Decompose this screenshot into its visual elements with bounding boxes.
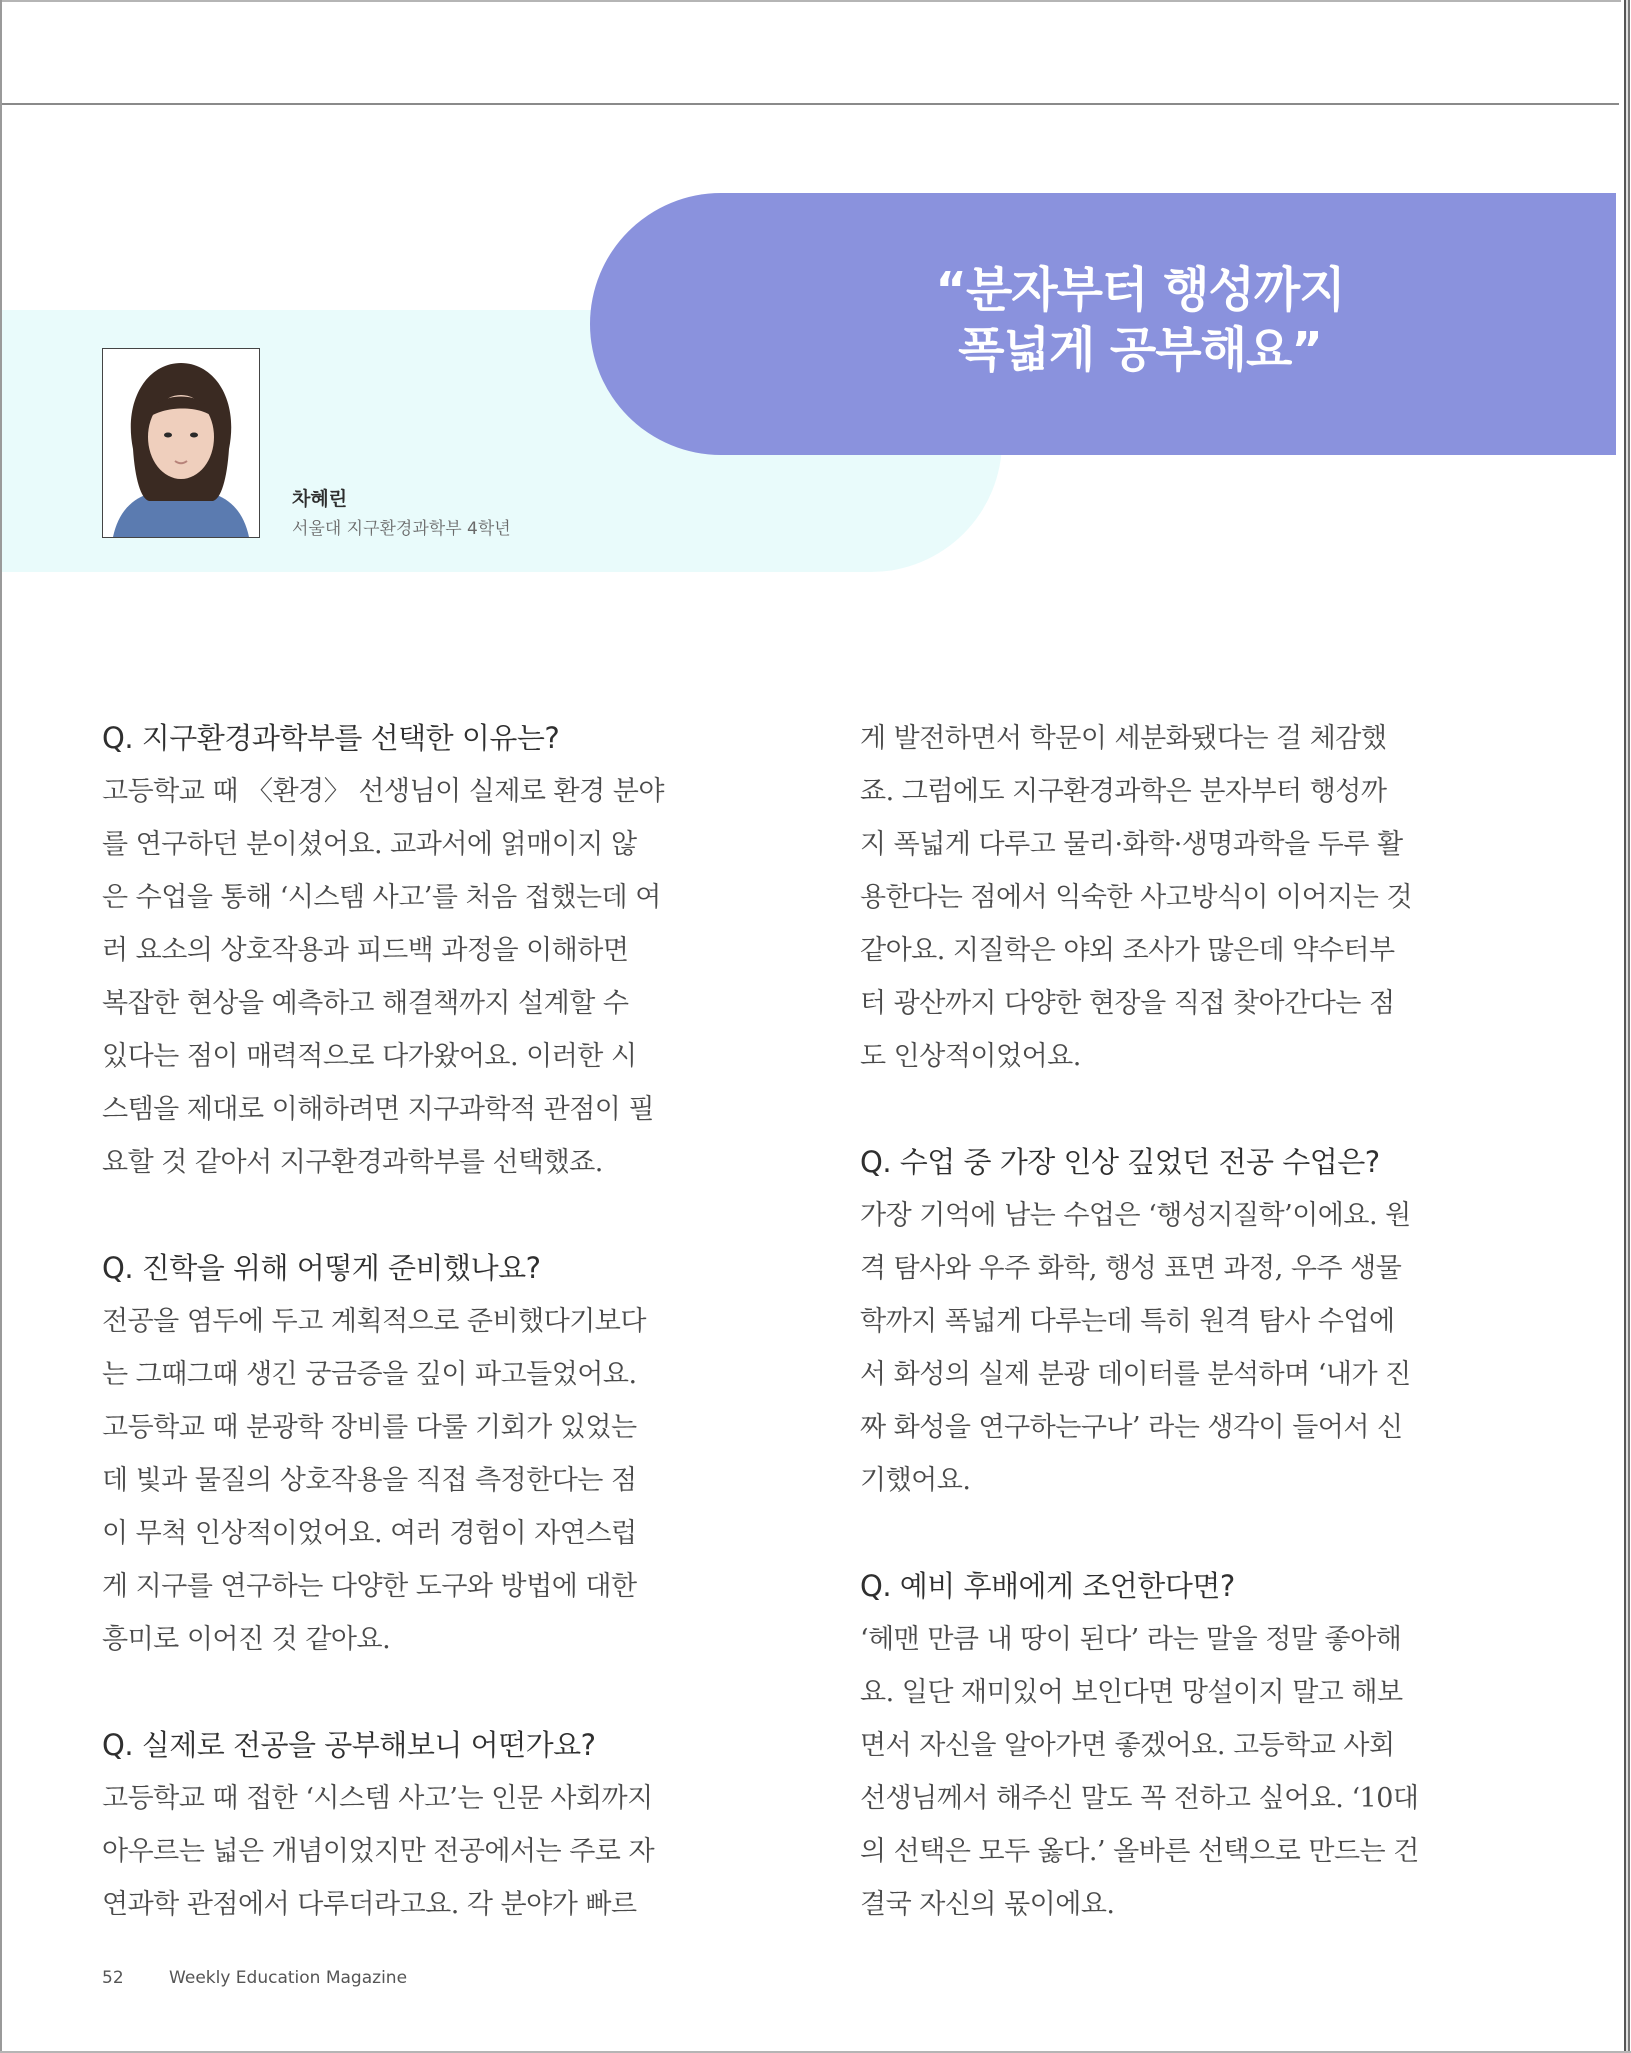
answer-line: 러 요소의 상호작용과 피드백 과정을 이해하면: [102, 935, 629, 966]
answer-line: 전공을 염두에 두고 계획적으로 준비했다기보다: [102, 1306, 646, 1337]
page-border-top: [0, 0, 1631, 2]
answer-line: 학까지 폭넓게 다루는데 특히 원격 탐사 수업에: [860, 1306, 1395, 1337]
qa-block: [102, 712, 682, 1189]
answer-line: 게 발전하면서 학문이 세분화됐다는 걸 체감했: [860, 723, 1387, 754]
headline-quote: [820, 260, 1460, 380]
answer-line: 격 탐사와 우주 화학, 행성 표면 과정, 우주 생물: [860, 1253, 1402, 1284]
answer-line: 용한다는 점에서 익숙한 사고방식이 이어지는 것: [860, 882, 1413, 913]
page-border-right: [1621, 0, 1631, 2053]
right-column: [860, 712, 1440, 1984]
question-heading: Q. 진학을 위해 어떻게 준비했나요?: [102, 1251, 541, 1285]
magazine-name: Weekly Education Magazine: [169, 1968, 408, 1988]
headline-line-1: “분자부터 행성까지: [935, 262, 1345, 318]
answer-line: 결국 자신의 몫이에요.: [860, 1889, 1115, 1920]
question-heading: Q. 지구환경과학부를 선택한 이유는?: [102, 721, 560, 755]
answer-line: 복잡한 현상을 예측하고 해결책까지 설계할 수: [102, 988, 629, 1019]
answer-line: 있다는 점이 매력적으로 다가왔어요. 이러한 시: [102, 1041, 637, 1072]
answer-line: 흥미로 이어진 것 같아요.: [102, 1624, 391, 1655]
answer-line: 이 무척 인상적이었어요. 여러 경험이 자연스럽: [102, 1518, 637, 1549]
question-heading: Q. 예비 후배에게 조언한다면?: [860, 1569, 1235, 1603]
headline-line-2: 폭넓게 공부해요”: [958, 322, 1322, 378]
answer-line: 면서 자신을 알아가면 좋겠어요. 고등학교 사회: [860, 1730, 1395, 1761]
page-footer: [102, 1968, 407, 1988]
question-heading: Q. 실제로 전공을 공부해보니 어떤가요?: [102, 1728, 596, 1762]
page-number: 52: [102, 1968, 124, 1988]
profile-affiliation: 서울대 지구환경과학부 4학년: [292, 519, 511, 539]
answer-line: 은 수업을 통해 ‘시스템 사고’를 처음 접했는데 여: [102, 882, 661, 913]
answer-line: 가장 기억에 남는 수업은 ‘행성지질학’이에요. 원: [860, 1200, 1411, 1231]
answer-line: 도 인상적이었어요.: [860, 1041, 1081, 1072]
qa-block-continued: [860, 712, 1440, 1083]
answer-line: 게 지구를 연구하는 다양한 도구와 방법에 대한: [102, 1571, 637, 1602]
answer-line: 같아요. 지질학은 야외 조사가 많은데 약수터부: [860, 935, 1395, 966]
answer-line: 데 빛과 물질의 상호작용을 직접 측정한다는 점: [102, 1465, 637, 1496]
answer-line: 고등학교 때 〈환경〉 선생님이 실제로 환경 분야: [102, 776, 664, 807]
answer-line: 아우르는 넓은 개념이었지만 전공에서는 주로 자: [102, 1836, 655, 1867]
answer-line: 지 폭넓게 다루고 물리·화학·생명과학을 두루 활: [860, 829, 1403, 860]
answer-line: 연과학 관점에서 다루더라고요. 각 분야가 빠르: [102, 1889, 637, 1920]
profile-name: 차혜린: [292, 488, 348, 510]
answer-line: 서 화성의 실제 분광 데이터를 분석하며 ‘내가 진: [860, 1359, 1411, 1390]
answer-line: 기했어요.: [860, 1465, 971, 1496]
qa-block: [102, 1242, 682, 1666]
question-heading: Q. 수업 중 가장 인상 깊었던 전공 수업은?: [860, 1145, 1380, 1179]
qa-block: [860, 1560, 1440, 1931]
answer-line: 선생님께서 해주신 말도 꼭 전하고 싶어요. ‘10대: [860, 1783, 1419, 1814]
answer-line: 죠. 그럼에도 지구환경과학은 분자부터 행성까: [860, 776, 1387, 807]
page-border-left: [0, 0, 2, 2053]
answer-line: 요할 것 같아서 지구환경과학부를 선택했죠.: [102, 1147, 603, 1178]
qa-block: [102, 1719, 682, 1931]
answer-line: 터 광산까지 다양한 현장을 직접 찾아간다는 점: [860, 988, 1395, 1019]
answer-line: ‘헤맨 만큼 내 땅이 된다’ 라는 말을 정말 좋아해: [860, 1624, 1402, 1655]
answer-line: 고등학교 때 접한 ‘시스템 사고’는 인문 사회까지: [102, 1783, 653, 1814]
header-rule: [2, 103, 1619, 105]
profile-photo: [102, 348, 260, 538]
left-column: [102, 712, 682, 1984]
answer-line: 를 연구하던 분이셨어요. 교과서에 얽매이지 않: [102, 829, 637, 860]
answer-line: 고등학교 때 분광학 장비를 다룰 기회가 있었는: [102, 1412, 637, 1443]
portrait-image-icon: [103, 349, 259, 537]
answer-line: 요. 일단 재미있어 보인다면 망설이지 말고 해보: [860, 1677, 1403, 1708]
answer-line: 는 그때그때 생긴 궁금증을 깊이 파고들었어요.: [102, 1359, 637, 1390]
answer-line: 스템을 제대로 이해하려면 지구과학적 관점이 필: [102, 1094, 655, 1125]
answer-line: 의 선택은 모두 옳다.’ 올바른 선택으로 만드는 건: [860, 1836, 1419, 1867]
answer-line: 짜 화성을 연구하는구나’ 라는 생각이 들어서 신: [860, 1412, 1403, 1443]
qa-block: [860, 1136, 1440, 1507]
